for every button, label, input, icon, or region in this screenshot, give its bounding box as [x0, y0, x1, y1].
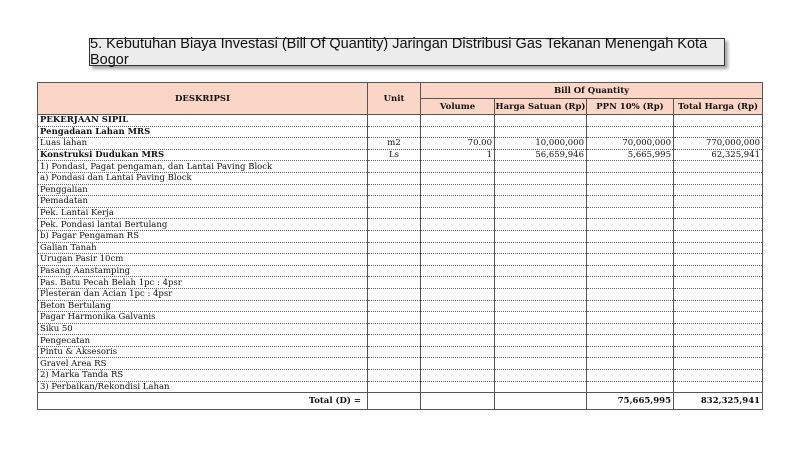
table-row: [38, 242, 763, 254]
cell-volume: [421, 219, 495, 231]
header-total-harga: Total Harga (Rp): [674, 99, 763, 115]
table-row: [38, 335, 763, 347]
table-row: [38, 277, 763, 289]
cell-volume: [421, 265, 495, 277]
table-row: [38, 207, 763, 219]
cell-harga-satuan: [495, 219, 587, 231]
cell-ppn: 5,665,995: [587, 149, 674, 161]
table-row: [38, 115, 763, 127]
cell-volume: [421, 184, 495, 196]
cell-unit: [368, 242, 421, 254]
cell-harga-satuan: [495, 254, 587, 266]
cell-ppn: [587, 126, 674, 138]
cell-deskripsi: Pengadaan Lahan MRS: [38, 126, 368, 138]
cell-harga-satuan: [495, 184, 587, 196]
cell-ppn: [587, 300, 674, 312]
cell-total-harga: [674, 230, 763, 242]
cell-volume: [421, 277, 495, 289]
cell-volume: [421, 230, 495, 242]
cell-unit: [368, 126, 421, 138]
cell-unit: [368, 172, 421, 184]
cell-volume: [421, 254, 495, 266]
cell-total-harga: [674, 172, 763, 184]
cell-unit: [368, 230, 421, 242]
table-row: [38, 254, 763, 266]
cell-volume: [421, 172, 495, 184]
cell-unit: Ls: [368, 149, 421, 161]
cell-volume: [421, 370, 495, 382]
cell-harga-satuan: [495, 230, 587, 242]
table-row: [38, 265, 763, 277]
cell-unit: [368, 184, 421, 196]
cell-total-harga: [674, 381, 763, 393]
header-unit: Unit: [368, 83, 421, 115]
cell-deskripsi: Pengecatan: [38, 335, 368, 347]
cell-unit: [368, 381, 421, 393]
cell-ppn: 70,000,000: [587, 138, 674, 150]
cell-unit: m2: [368, 138, 421, 150]
cell-total-harga: [674, 335, 763, 347]
table-row: [38, 323, 763, 335]
cell-deskripsi: Gravel Area RS: [38, 358, 368, 370]
cell-harga-satuan: [495, 242, 587, 254]
cell-harga-satuan: [495, 381, 587, 393]
header-ppn: PPN 10% (Rp): [587, 99, 674, 115]
cell-volume: [421, 312, 495, 324]
cell-harga-satuan: [495, 288, 587, 300]
cell-deskripsi: Urugan Pasir 10cm: [38, 254, 368, 266]
cell-deskripsi: Beton Bertulang: [38, 300, 368, 312]
cell-deskripsi: Plesteran dan Acian 1pc : 4psr: [38, 288, 368, 300]
header-boq: Bill Of Quantity: [421, 83, 763, 99]
cell-ppn: [587, 172, 674, 184]
cell-unit: [368, 277, 421, 289]
cell-volume: [421, 358, 495, 370]
table-row: [38, 358, 763, 370]
table-row: [38, 312, 763, 324]
cell-total-harga: [674, 370, 763, 382]
cell-deskripsi: Galian Tanah: [38, 242, 368, 254]
cell-unit: [368, 358, 421, 370]
cell-deskripsi: b) Pagar Pengaman RS: [38, 230, 368, 242]
cell-deskripsi: Pintu & Aksesoris: [38, 346, 368, 358]
cell-total-harga: 770,000,000: [674, 138, 763, 150]
cell-deskripsi: Pasang Aanstamping: [38, 265, 368, 277]
cell-total-harga: [674, 265, 763, 277]
cell-volume: 1: [421, 149, 495, 161]
cell-volume: [421, 242, 495, 254]
page-title: 5. Kebutuhan Biaya Investasi (Bill Of Quantity) Jaringan Distribusi Gas Tekanan Menengah Kota Bogor: [89, 38, 725, 66]
cell-deskripsi: Konstruksi Dudukan MRS: [38, 149, 368, 161]
cell-ppn: [587, 381, 674, 393]
cell-volume: [421, 346, 495, 358]
table-row: [38, 288, 763, 300]
table-row: [38, 126, 763, 138]
cell-harga-satuan: [495, 312, 587, 324]
cell-total-harga: [674, 219, 763, 231]
cell-unit: [368, 219, 421, 231]
cell-ppn: [587, 265, 674, 277]
cell-unit: [368, 312, 421, 324]
table-row: [38, 381, 763, 393]
cell-volume: 70.00: [421, 138, 495, 150]
cell-harga-satuan: [495, 126, 587, 138]
cell-deskripsi: Penggalian: [38, 184, 368, 196]
cell-volume: [421, 323, 495, 335]
table-row: [38, 138, 763, 150]
cell-volume: [421, 300, 495, 312]
cell-harga-satuan: [495, 161, 587, 173]
cell-harga-satuan: [495, 335, 587, 347]
cell-deskripsi: 1) Pondasi, Pagat pengaman, dan Lantai Paving Block: [38, 161, 368, 173]
cell-total-harga: [674, 277, 763, 289]
cell-ppn: [587, 335, 674, 347]
cell-unit: [368, 115, 421, 127]
cell-volume: [421, 335, 495, 347]
table-row: [38, 161, 763, 173]
cell-volume: [421, 115, 495, 127]
cell-deskripsi: Pek. Pondasi lantai Bertulang: [38, 219, 368, 231]
cell-total-harga: [674, 346, 763, 358]
cell-ppn: [587, 219, 674, 231]
header-deskripsi: DESKRIPSI: [38, 83, 368, 115]
cell-ppn: [587, 161, 674, 173]
cell-ppn: [587, 242, 674, 254]
cell-ppn: [587, 277, 674, 289]
cell-total-harga: [674, 242, 763, 254]
table-row: [38, 346, 763, 358]
cell-deskripsi: 2) Marka Tanda RS: [38, 370, 368, 382]
cell-ppn: [587, 323, 674, 335]
cell-ppn: [587, 254, 674, 266]
cell-total-harga: [674, 323, 763, 335]
cell-ppn: [587, 207, 674, 219]
total-ppn: 75,665,995: [587, 393, 674, 410]
cell-harga-satuan: [495, 196, 587, 208]
header-volume: Volume: [421, 99, 495, 115]
header-harga-satuan: Harga Satuan (Rp): [495, 99, 587, 115]
cell-deskripsi: PEKERJAAN SIPIL: [38, 115, 368, 127]
cell-total-harga: [674, 115, 763, 127]
table-row: [38, 219, 763, 231]
cell-ppn: [587, 196, 674, 208]
cell-harga-satuan: [495, 358, 587, 370]
cell-total-harga: [674, 300, 763, 312]
cell-volume: [421, 207, 495, 219]
cell-harga-satuan: [495, 323, 587, 335]
cell-harga-satuan: [495, 277, 587, 289]
cell-ppn: [587, 370, 674, 382]
cell-harga-satuan: [495, 300, 587, 312]
total-harga-cell: [495, 393, 587, 410]
cell-volume: [421, 126, 495, 138]
cell-total-harga: [674, 207, 763, 219]
total-harga: 832,325,941: [674, 393, 763, 410]
total-volume-cell: [421, 393, 495, 410]
cell-unit: [368, 265, 421, 277]
cell-ppn: [587, 288, 674, 300]
cell-ppn: [587, 115, 674, 127]
cell-unit: [368, 196, 421, 208]
total-unit-cell: [368, 393, 421, 410]
cell-total-harga: [674, 196, 763, 208]
cell-unit: [368, 288, 421, 300]
total-label: Total (D) =: [38, 393, 368, 410]
cell-deskripsi: Pagar Harmonika Galvanis: [38, 312, 368, 324]
table-row: [38, 370, 763, 382]
cell-ppn: [587, 346, 674, 358]
cell-total-harga: [674, 184, 763, 196]
cell-deskripsi: Pek. Lantai Kerja: [38, 207, 368, 219]
cell-unit: [368, 323, 421, 335]
cell-total-harga: [674, 358, 763, 370]
cell-unit: [368, 300, 421, 312]
table-row: [38, 300, 763, 312]
cell-volume: [421, 381, 495, 393]
cell-deskripsi: Luas lahan: [38, 138, 368, 150]
table-row: [38, 172, 763, 184]
cell-total-harga: [674, 254, 763, 266]
cell-total-harga: [674, 312, 763, 324]
cell-volume: [421, 196, 495, 208]
cell-harga-satuan: [495, 346, 587, 358]
cell-total-harga: [674, 126, 763, 138]
cell-harga-satuan: 56,659,946: [495, 149, 587, 161]
cell-deskripsi: Pas. Batu Pecah Belah 1pc : 4psr: [38, 277, 368, 289]
table-row: [38, 184, 763, 196]
cell-harga-satuan: [495, 265, 587, 277]
cell-unit: [368, 370, 421, 382]
cell-harga-satuan: [495, 370, 587, 382]
cell-total-harga: [674, 288, 763, 300]
cell-harga-satuan: [495, 207, 587, 219]
boq-body: [38, 115, 763, 393]
cell-unit: [368, 254, 421, 266]
table-row: [38, 230, 763, 242]
cell-ppn: [587, 230, 674, 242]
table-row: [38, 196, 763, 208]
table-row: [38, 149, 763, 161]
cell-harga-satuan: 10,000,000: [495, 138, 587, 150]
boq-table: [37, 82, 763, 410]
cell-unit: [368, 207, 421, 219]
cell-volume: [421, 288, 495, 300]
cell-total-harga: 62,325,941: [674, 149, 763, 161]
cell-total-harga: [674, 161, 763, 173]
cell-harga-satuan: [495, 115, 587, 127]
cell-unit: [368, 346, 421, 358]
cell-ppn: [587, 184, 674, 196]
cell-ppn: [587, 358, 674, 370]
cell-ppn: [587, 312, 674, 324]
cell-unit: [368, 335, 421, 347]
cell-deskripsi: a) Pondasi dan Lantai Paving Block: [38, 172, 368, 184]
cell-deskripsi: Pemadatan: [38, 196, 368, 208]
cell-deskripsi: 3) Perbaikan/Rekondisi Lahan: [38, 381, 368, 393]
cell-volume: [421, 161, 495, 173]
cell-unit: [368, 161, 421, 173]
total-row: [38, 393, 763, 410]
cell-harga-satuan: [495, 172, 587, 184]
cell-deskripsi: Siku 50: [38, 323, 368, 335]
